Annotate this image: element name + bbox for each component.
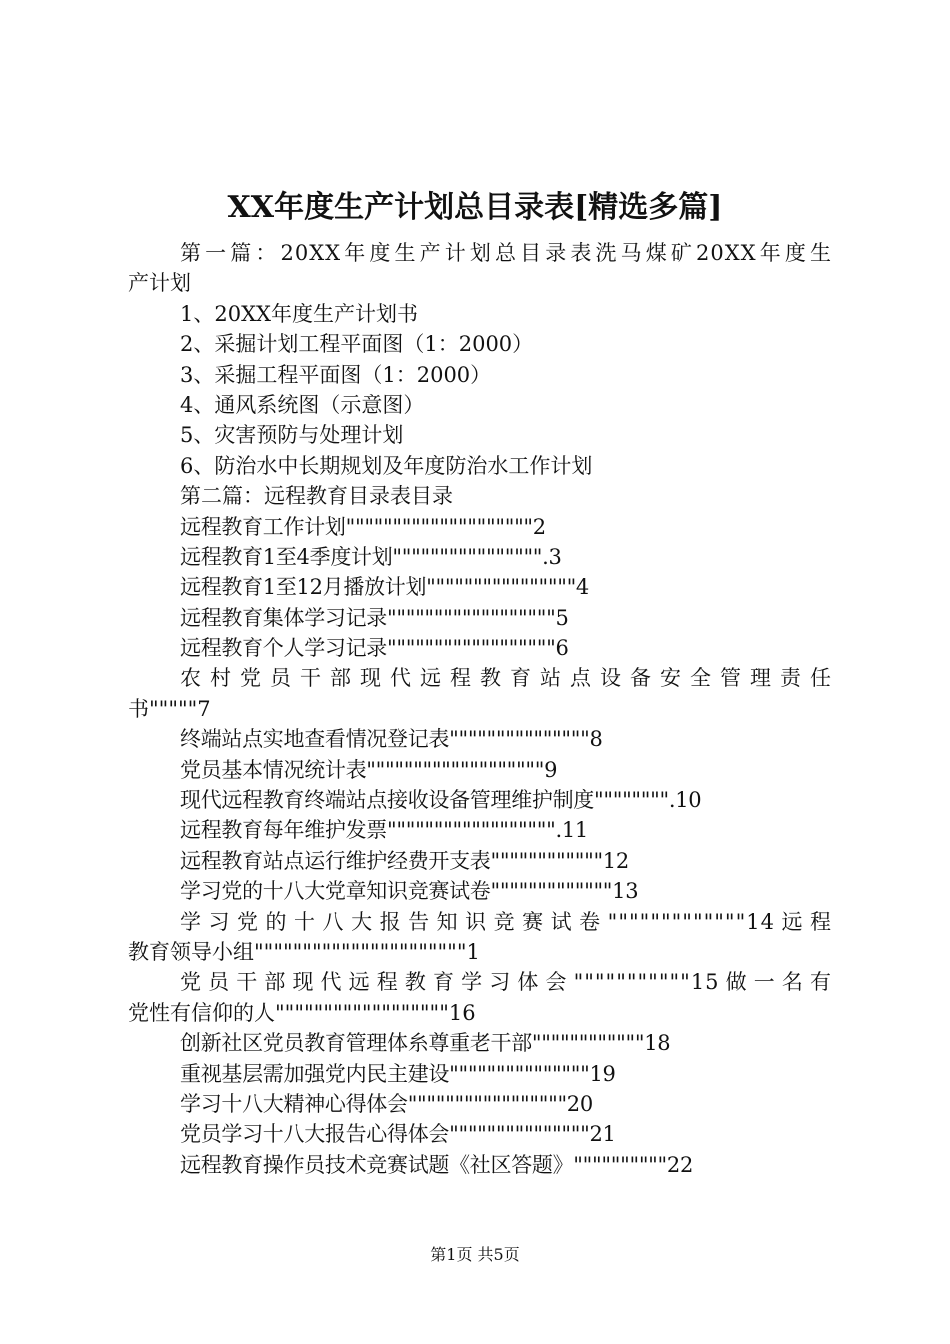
list-item: 5、灾害预防与处理计划 <box>180 423 404 448</box>
toc-entry-report-line2: 教育领导小组""""""""""""""""""""""1 <box>128 939 480 964</box>
paragraph-part1-heading-line2: 产计划 <box>128 271 191 296</box>
paragraph-part1-heading-line1: 第一篇：20XX年度生产计划总目录表洗马煤矿20XX年度生 <box>180 241 832 265</box>
toc-entry: 学习党的十八大党章知识竞赛试卷"""""""""""""13 <box>180 879 639 904</box>
toc-entry-rural-line1: 农村党员干部现代远程教育站点设备安全管理责任 <box>180 666 832 691</box>
list-item: 2、采掘计划工程平面图（1：2000） <box>180 332 534 357</box>
toc-entry: 远程教育站点运行维护经费开支表""""""""""""12 <box>180 848 629 873</box>
toc-entry-report-line1: 学习党的十八大报告知识竞赛试卷"""""""""""""14远程 <box>180 909 832 934</box>
list-item: 4、通风系统图（示意图） <box>180 392 425 417</box>
toc-entry: 现代远程教育终端站点接收设备管理维护制度"""""""".10 <box>180 788 702 813</box>
list-item: 1、20XX年度生产计划书 <box>180 301 418 326</box>
list-item: 6、防治水中长期规划及年度防治水工作计划 <box>180 453 593 478</box>
toc-entry: 远程教育1至12月播放计划""""""""""""""""4 <box>180 575 589 600</box>
toc-entry: 终端站点实地查看情况登记表"""""""""""""""8 <box>180 727 603 752</box>
toc-entry: 远程教育集体学习记录""""""""""""""""""5 <box>180 605 569 630</box>
toc-entry: 党员学习十八大报告心得体会"""""""""""""""21 <box>180 1122 616 1147</box>
toc-entry: 远程教育1至4季度计划"""""""""""""""".3 <box>180 544 562 569</box>
page-footer: 第1页 共5页 <box>430 1245 520 1264</box>
list-item: 3、采掘工程平面图（1：2000） <box>180 362 492 387</box>
toc-entry: 远程教育工作计划""""""""""""""""""""2 <box>180 514 546 539</box>
toc-entry: 党员基本情况统计表"""""""""""""""""""9 <box>180 757 558 782</box>
section-heading-part2: 第二篇：远程教育目录表目录 <box>180 484 453 509</box>
toc-entry: 创新社区党员教育管理体糸尊重老干部""""""""""""18 <box>180 1031 671 1056</box>
toc-entry: 学习十八大精神心得体会"""""""""""""""""20 <box>180 1091 593 1116</box>
toc-entry: 重视基层需加强党内民主建设"""""""""""""""19 <box>180 1061 616 1086</box>
toc-entry-cadre-line1: 党员干部现代远程教育学习体会"""""""""""15做一名有 <box>180 970 832 995</box>
toc-entry-rural-line2: 书"""""7 <box>128 696 211 721</box>
document-title: XX年度生产计划总目录表[精选多篇] <box>227 190 723 225</box>
toc-entry-cadre-line2: 党性有信仰的人""""""""""""""""""16 <box>128 1000 476 1025</box>
toc-entry: 远程教育个人学习记录""""""""""""""""""6 <box>180 636 569 661</box>
toc-entry: 远程教育每年维护发票"""""""""""""""""".11 <box>180 818 588 843</box>
toc-entry: 远程教育操作员技术竞赛试题《社区答题》""""""""""22 <box>180 1152 694 1177</box>
document-body <box>128 238 832 1180</box>
